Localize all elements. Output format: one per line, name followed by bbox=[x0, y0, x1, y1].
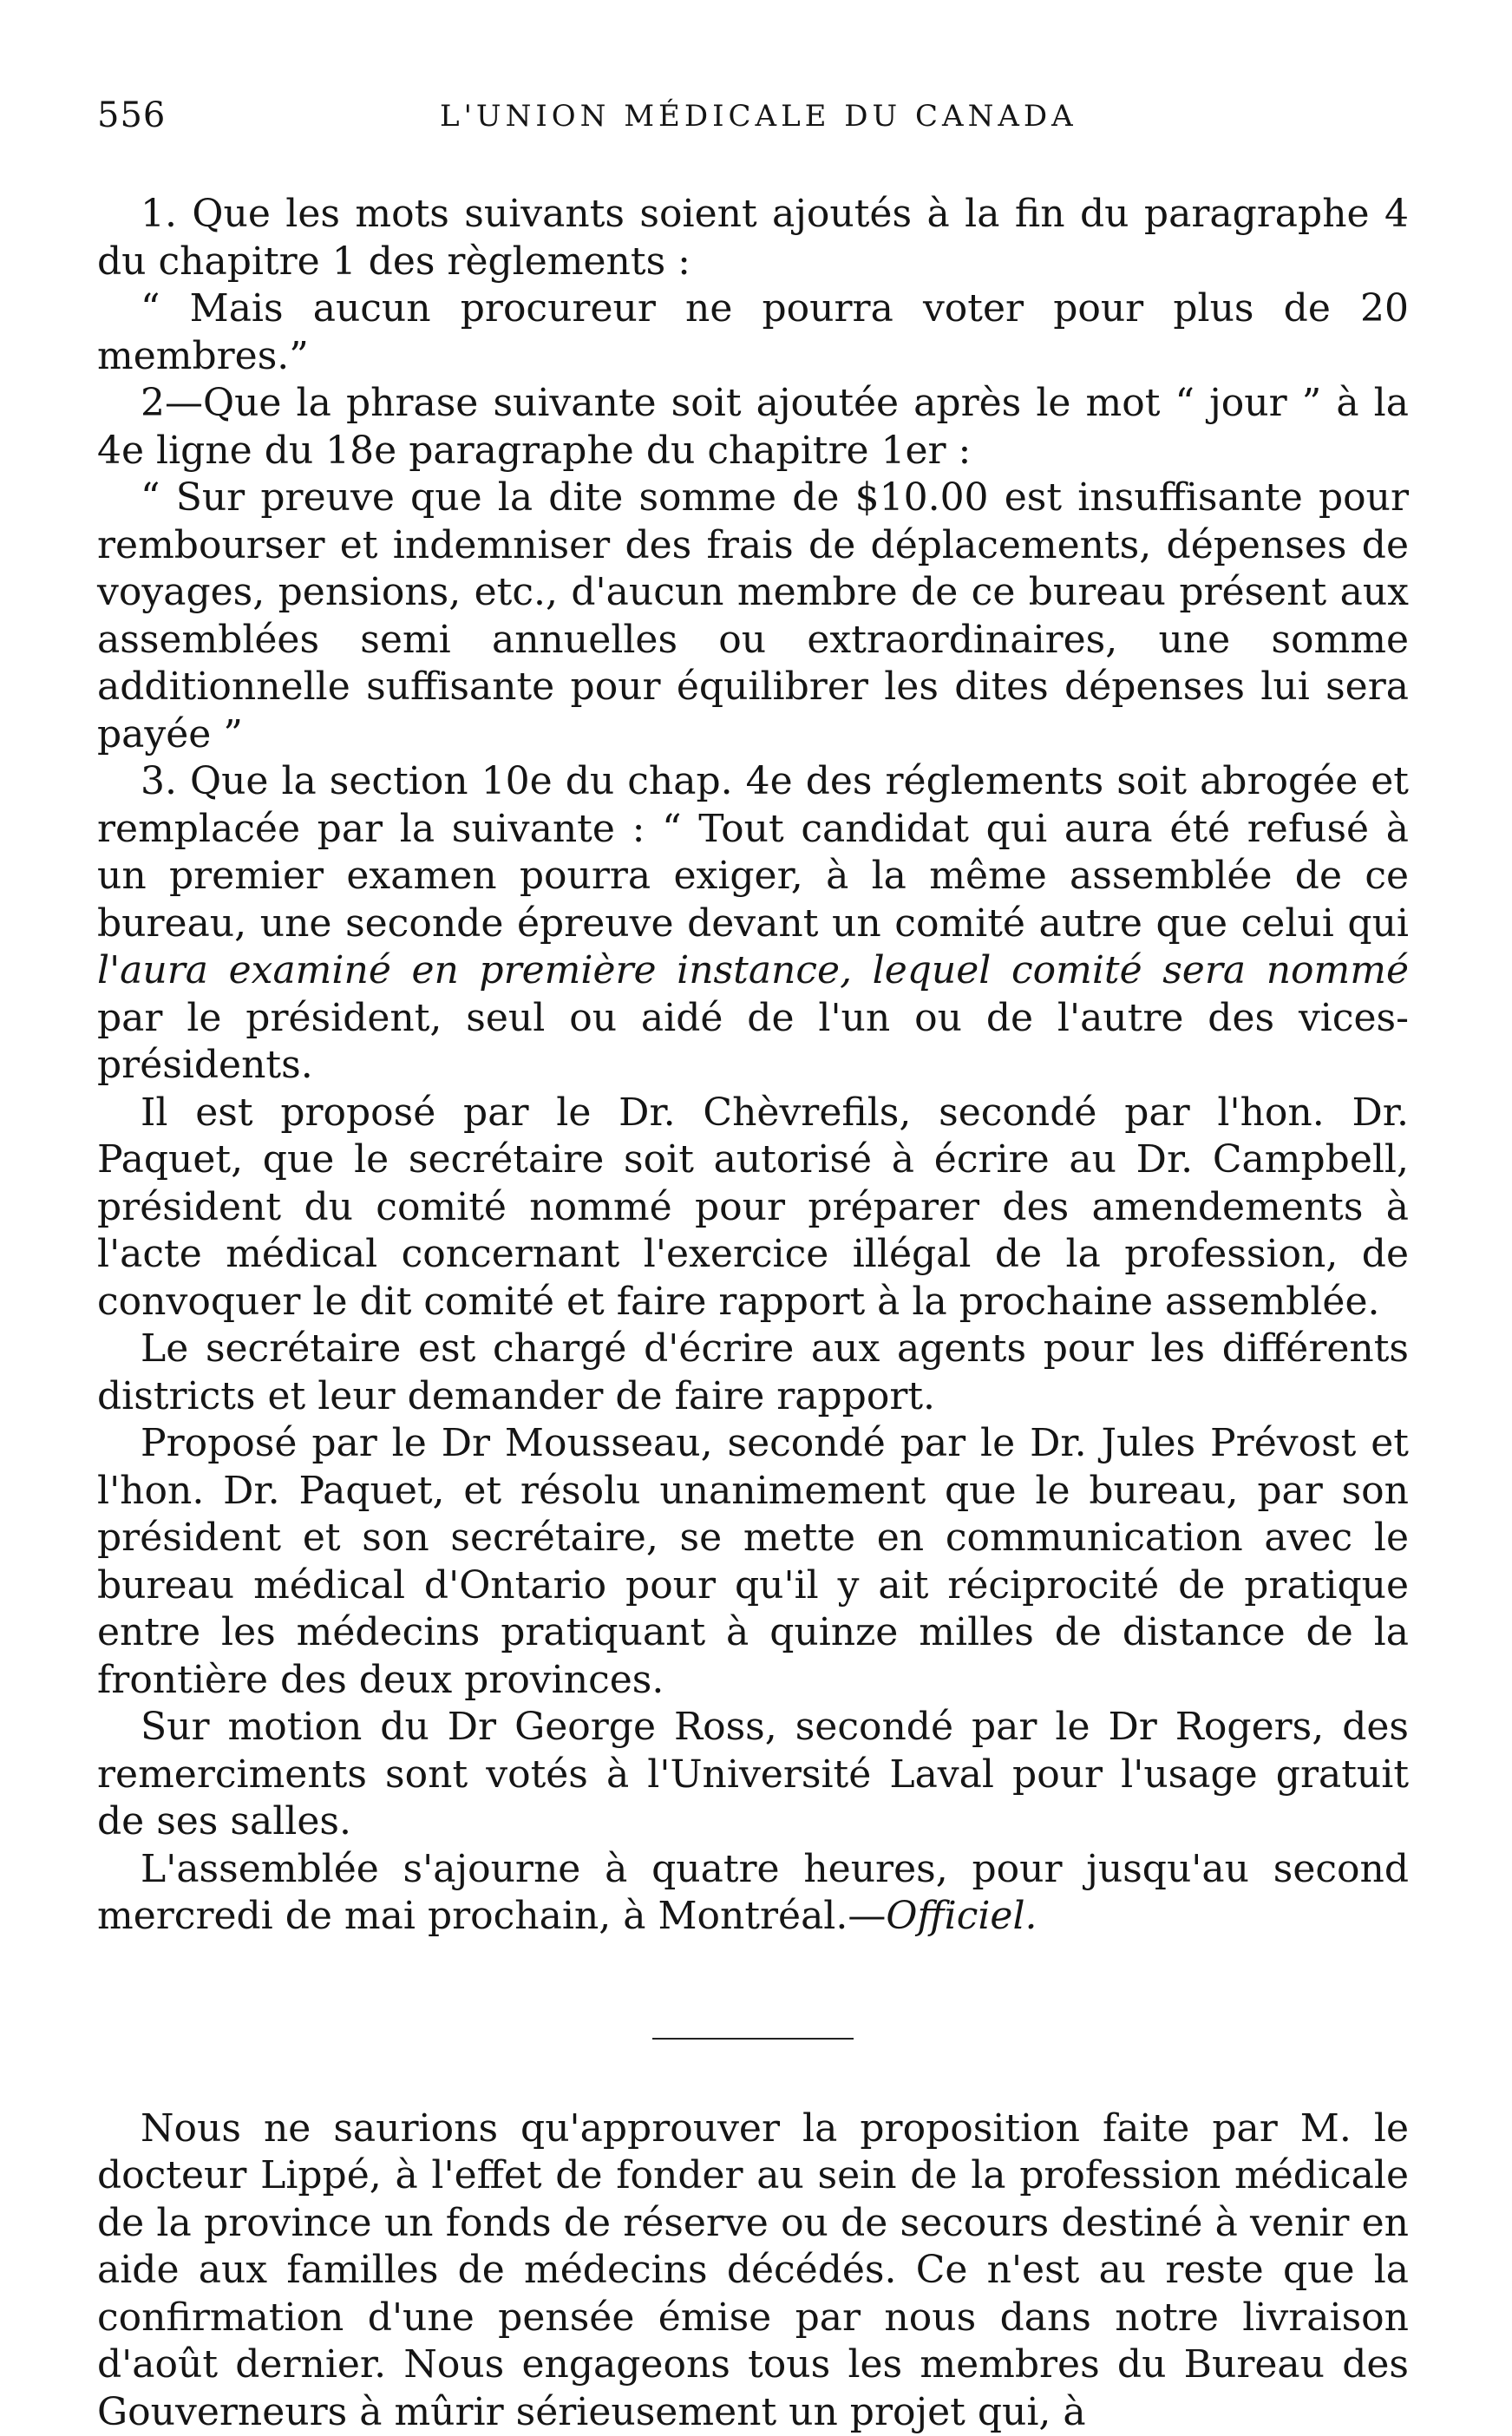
minutes-section bbox=[97, 191, 1409, 1941]
adjournment-signature: Officiel. bbox=[886, 1894, 1037, 1938]
running-head: L'UNION MÉDICALE DU CANADA bbox=[440, 99, 1077, 134]
paragraph-motion-ross: Sur motion du Dr George Ross, secondé par le Dr Rogers, des remerciments sont votés à l'Université Laval pour l'usage gratuit de ses salles. bbox=[97, 1704, 1409, 1846]
paragraph-resolution-2: 2—Que la phrase suivante soit ajoutée après le mot “ jour ” à la 4e ligne du 18e paragraphe du chapitre 1er : bbox=[97, 380, 1409, 475]
resolution-3-italic: l'aura examiné en première instance, lequel comité sera nommé bbox=[97, 948, 1409, 992]
paragraph-resolution-1-quote: “ Mais aucun procureur ne pourra voter pour plus de 20 membres.” bbox=[97, 285, 1409, 380]
section-separator bbox=[652, 2038, 854, 2040]
paragraph-secretary-agents: Le secrétaire est chargé d'écrire aux agents pour les différents districts et leur demander de faire rapport. bbox=[97, 1326, 1409, 1420]
paragraph-resolution-2-quote: “ Sur preuve que la dite somme de $10.00 est insuffisante pour rembourser et indemniser des frais de déplacements, dépenses de voyages, pensions, etc., d'aucun membre de ce bureau présent aux assemblées semi annuelles ou extraordinaires, une somme additionnelle suffisante pour équilibrer les dites dépenses lui sera payée ” bbox=[97, 475, 1409, 758]
resolution-3-text: 3. Que la section 10e du chap. 4e des réglements soit abrogée et remplacée par la suivante : “ Tout candidat qui aura été refusé à un premier examen pourra exiger, à la même assemblée de ce bureau, une seconde épreuve devant un comité autre que celui qui bbox=[97, 759, 1409, 946]
adjournment-text: L'assemblée s'ajourne à quatre heures, pour jusqu'au second mercredi de mai prochain, à Montréal.— bbox=[97, 1847, 1409, 1939]
paragraph-motion-mousseau: Proposé par le Dr Mousseau, secondé par le Dr. Jules Prévost et l'hon. Dr. Paquet, et résolu unanimement que le bureau, par son président et son secrétaire, se mette en communication avec le bureau médical d'Ontario pour qu'il y ait réciprocité de pratique entre les médecins pratiquant à quinze milles de distance de la frontière des deux provinces. bbox=[97, 1420, 1409, 1704]
editorial-section bbox=[97, 2105, 1409, 2436]
paragraph-motion-chevrefils: Il est proposé par le Dr. Chèvrefils, secondé par l'hon. Dr. Paquet, que le secrétaire soit autorisé à écrire au Dr. Campbell, président du comité nommé pour préparer des amendements à l'acte médical concernant l'exercice illégal de la profession, de convoquer le dit comité et faire rapport à la prochaine assemblée. bbox=[97, 1090, 1409, 1326]
page-header bbox=[97, 95, 1409, 147]
paragraph-editorial: Nous ne saurions qu'approuver la proposition faite par M. le docteur Lippé, à l'effet de fonder au sein de la profession médicale de la province un fonds de réserve ou de secours destiné à venir en aide aux familles de médecins décédés. Ce n'est au reste que la confirmation d'une pensée émise par nous dans notre livraison d'août dernier. Nous engageons tous les membres du Bureau des Gouverneurs à mûrir sérieusement un projet qui, à bbox=[97, 2105, 1409, 2436]
page-number: 556 bbox=[97, 95, 166, 135]
paragraph-resolution-1: 1. Que les mots suivants soient ajoutés à la fin du paragraphe 4 du chapitre 1 des règlements : bbox=[97, 191, 1409, 285]
paragraph-resolution-3 bbox=[97, 758, 1409, 1090]
resolution-3-text-end: par le président, seul ou aidé de l'un ou de l'autre des vices-présidents. bbox=[97, 996, 1409, 1088]
document-page bbox=[97, 95, 1409, 2436]
paragraph-adjournment bbox=[97, 1846, 1409, 1941]
